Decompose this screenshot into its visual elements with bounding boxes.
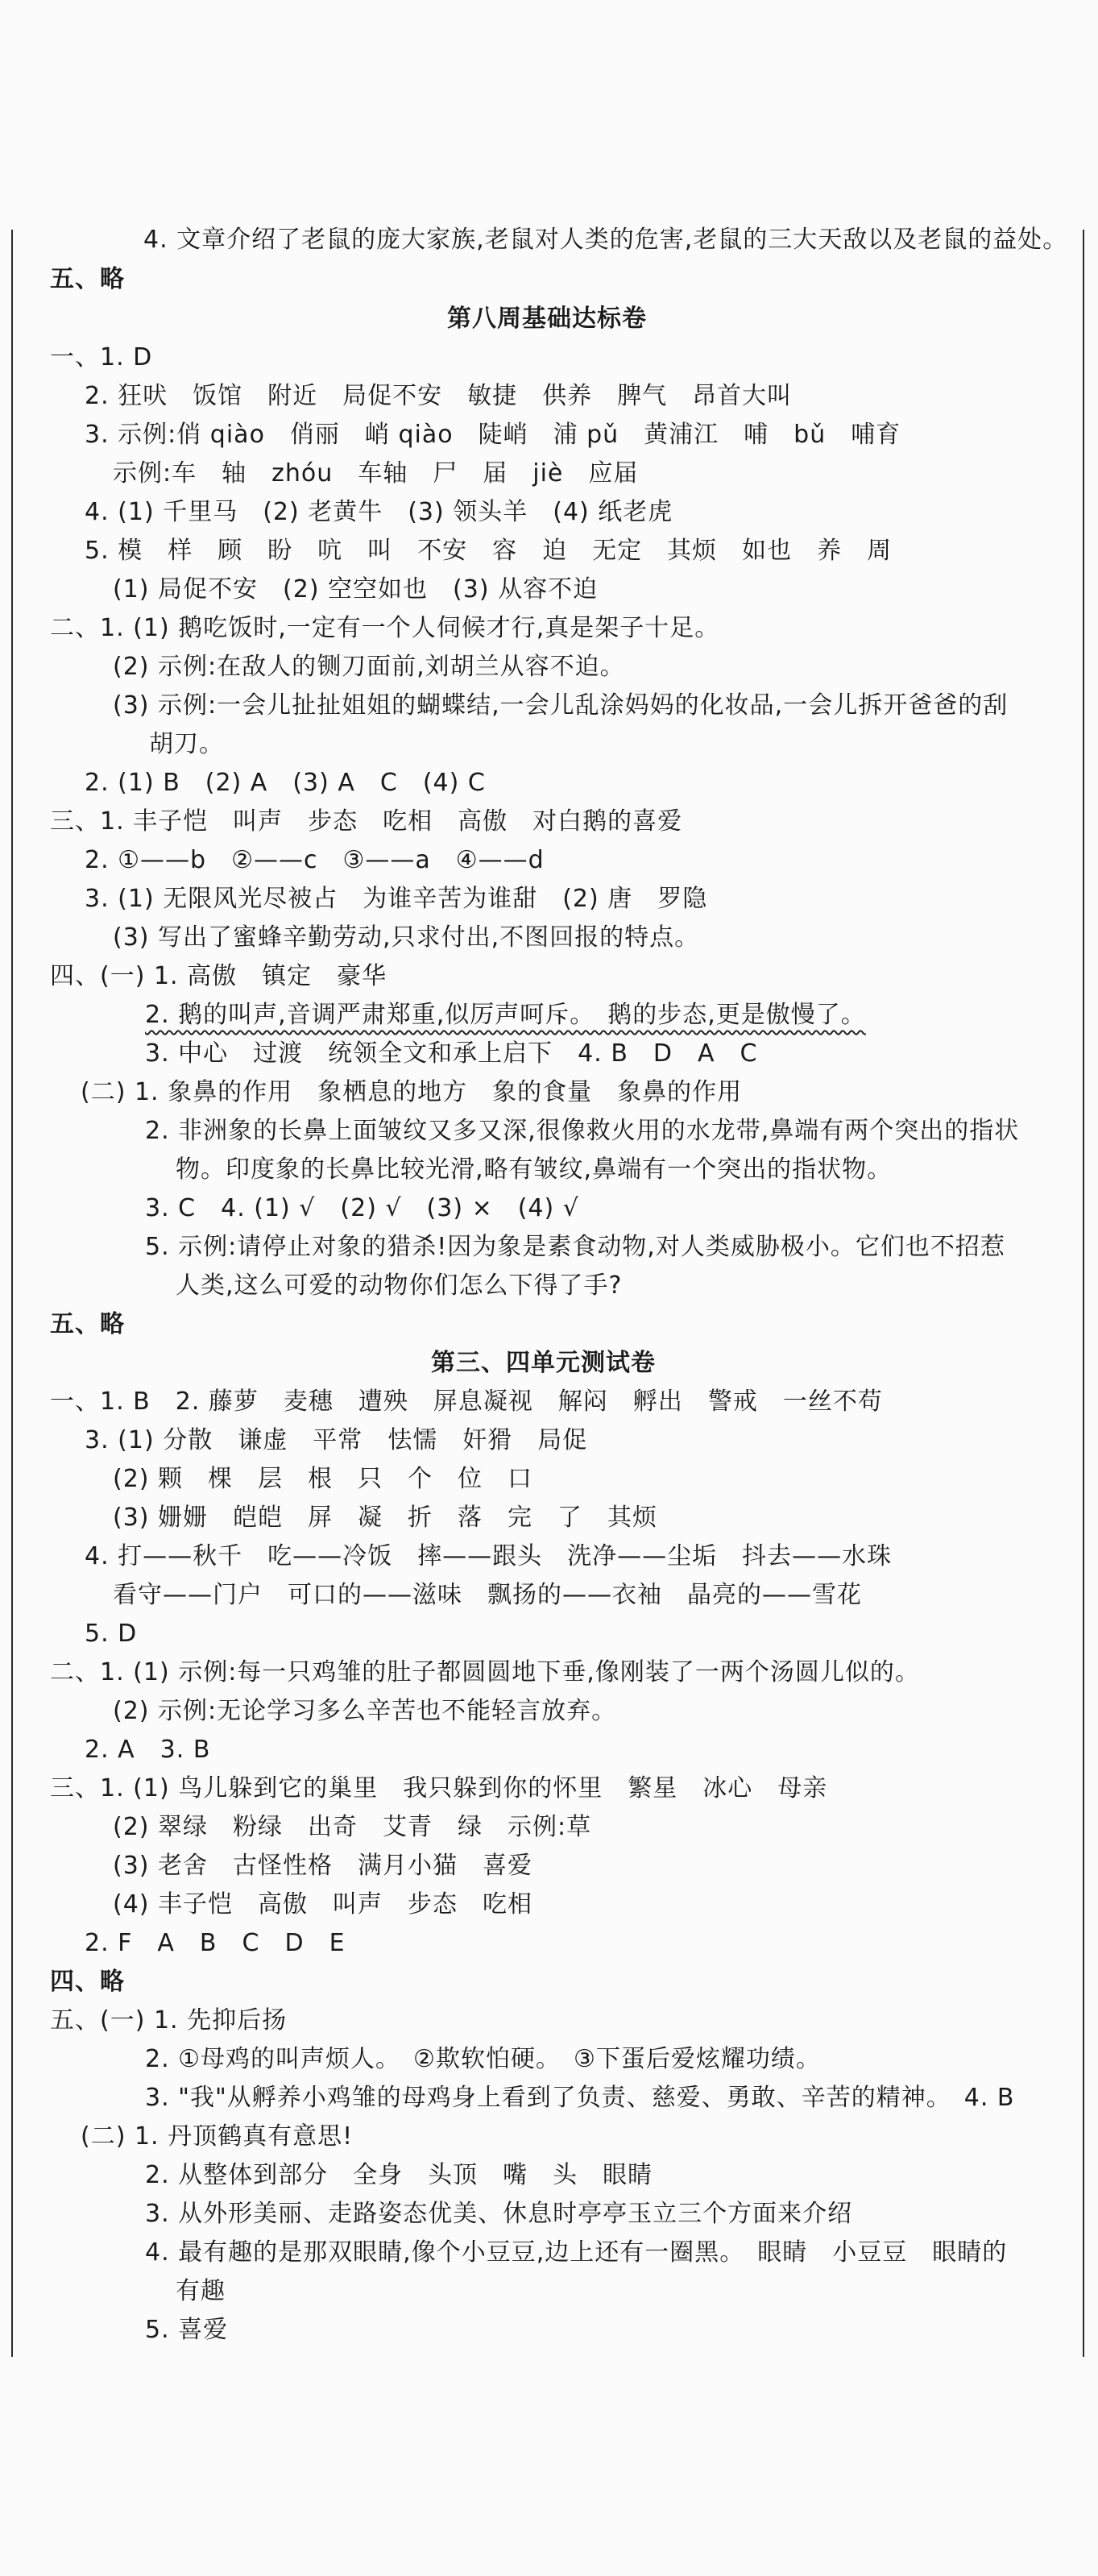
section-heading: 四、略 xyxy=(50,1968,125,1996)
answer-line: 人类,这么可爱的动物你们怎么下得了手? xyxy=(176,1271,623,1300)
answer-line: 3. C 4. (1) √ (2) √ (3) × (4) √ xyxy=(145,1194,579,1222)
right-margin-rule xyxy=(1083,230,1084,2357)
answer-line: 2. F A B C D E xyxy=(85,1929,346,1957)
answer-line: 2. 从整体到部分 全身 头顶 嘴 头 眼睛 xyxy=(145,2161,653,2189)
answer-line: 一、1. B 2. 藤萝 麦穗 遭殃 屏息凝视 解闷 孵出 警戒 一丝不苟 xyxy=(50,1388,883,1416)
answer-line: 看守——门户 可口的——滋味 飘扬的——衣袖 晶亮的——雪花 xyxy=(113,1581,862,1609)
answer-line: 3. 中心 过渡 统领全文和承上启下 4. B D A C xyxy=(145,1039,758,1068)
answer-line: 2. 非洲象的长鼻上面皱纹又多又深,很像救火用的水龙带,鼻端有两个突出的指状 xyxy=(145,1117,1020,1145)
answer-line: 2. (1) B (2) A (3) A C (4) C xyxy=(85,769,486,797)
answer-line: 二、1. (1) 示例:每一只鸡雏的肚子都圆圆地下垂,像刚装了一两个汤圆儿似的。 xyxy=(50,1658,920,1686)
section-heading: 五、略 xyxy=(50,265,125,293)
answer-line: 3. (1) 无限风光尽被占 为谁辛苦为谁甜 (2) 唐 罗隐 xyxy=(85,885,708,913)
test-title: 第八周基础达标卷 xyxy=(447,305,647,333)
answer-line: 3. "我"从孵养小鸡雏的母鸡身上看到了负责、慈爱、勇敢、辛苦的精神。 4. B xyxy=(145,2084,1015,2112)
test-title: 第三、四单元测试卷 xyxy=(431,1349,656,1377)
answer-line: (3) 老舍 古怪性格 满月小猫 喜爱 xyxy=(113,1852,533,1880)
answer-line: 5. 喜爱 xyxy=(145,2316,229,2344)
left-margin-rule xyxy=(11,230,13,2357)
answer-line: 2. 狂吠 饭馆 附近 局促不安 敏捷 供养 脾气 昂首大叫 xyxy=(85,382,793,410)
answer-line: 示例:车 轴 zhóu 车轴 尸 届 jiè 应届 xyxy=(113,459,639,487)
answer-line: (3) 姗姗 皑皑 屏 凝 折 落 完 了 其烦 xyxy=(113,1504,658,1532)
answer-line: 二、1. (1) 鹅吃饭时,一定有一个人伺候才行,真是架子十足。 xyxy=(50,614,720,642)
answer-line: 五、(一) 1. 先抑后扬 xyxy=(50,2006,288,2035)
answer-line: (2) 示例:无论学习多么辛苦也不能轻言放弃。 xyxy=(113,1697,617,1725)
answer-line: 三、1. (1) 鸟儿躲到它的巢里 我只躲到你的怀里 繁星 冰心 母亲 xyxy=(50,1774,828,1802)
answer-line: (3) 写出了蜜蜂辛勤劳动,只求付出,不图回报的特点。 xyxy=(113,923,700,952)
answer-line-underlined: 2. 鹅的叫声,音调严肃郑重,似厉声呵斥。 鹅的步态,更是傲慢了。 xyxy=(145,1001,866,1029)
answer-line: 一、1. D xyxy=(50,343,153,371)
answer-line: 3. 从外形美丽、走路姿态优美、休息时亭亭玉立三个方面来介绍 xyxy=(145,2200,853,2228)
answer-line: 2. A 3. B xyxy=(85,1736,211,1764)
answer-line: (2) 翠绿 粉绿 出奇 艾青 绿 示例:草 xyxy=(113,1813,592,1841)
answer-line: 有趣 xyxy=(176,2277,226,2305)
answer-line: (二) 1. 象鼻的作用 象栖息的地方 象的食量 象鼻的作用 xyxy=(81,1078,743,1106)
answer-line: 4. 文章介绍了老鼠的庞大家族,老鼠对人类的危害,老鼠的三大天敌以及老鼠的益处。 xyxy=(143,226,1068,254)
section-heading: 五、略 xyxy=(50,1310,125,1338)
answer-line: (3) 示例:一会儿扯扯姐姐的蝴蝶结,一会儿乱涂妈妈的化妆品,一会儿拆开爸爸的刮 xyxy=(113,691,1009,720)
answer-line: 2. ①——b ②——c ③——a ④——d xyxy=(85,846,545,874)
answer-line: (1) 局促不安 (2) 空空如也 (3) 从容不迫 xyxy=(113,575,599,604)
answer-line: 3. (1) 分散 谦虚 平常 怯懦 奸猾 局促 xyxy=(85,1426,588,1454)
answer-line: 三、1. 丰子恺 叫声 步态 吃相 高傲 对白鹅的喜爱 xyxy=(50,807,683,836)
answer-line: (2) 颗 棵 层 根 只 个 位 口 xyxy=(113,1465,533,1493)
answer-line: (2) 示例:在敌人的铡刀面前,刘胡兰从容不迫。 xyxy=(113,653,625,681)
answer-line: (二) 1. 丹顶鹤真有意思! xyxy=(81,2122,354,2151)
answer-line: 胡刀。 xyxy=(149,730,224,758)
answer-line: 物。印度象的长鼻比较光滑,略有皱纹,鼻端有一个突出的指状物。 xyxy=(176,1155,893,1184)
answer-line: 四、(一) 1. 高傲 镇定 豪华 xyxy=(50,962,387,990)
answer-line: 4. (1) 千里马 (2) 老黄牛 (3) 领头羊 (4) 纸老虎 xyxy=(85,498,673,526)
answer-line: 4. 最有趣的是那双眼睛,像个小豆豆,边上还有一圈黑。 眼睛 小豆豆 眼睛的 xyxy=(145,2238,1008,2267)
answer-line: 3. 示例:俏 qiào 俏丽 峭 qiào 陡峭 浦 pǔ 黄浦江 哺 bǔ 哺育 xyxy=(85,421,901,449)
answer-line: 4. 打——秋千 吃——冷饭 摔——跟头 洗净——尘垢 抖去——水珠 xyxy=(85,1542,893,1570)
answer-line: 2. ①母鸡的叫声烦人。 ②欺软怕硬。 ③下蛋后爱炫耀功绩。 xyxy=(145,2045,821,2073)
answer-line: 5. D xyxy=(85,1620,138,1648)
answer-line: (4) 丰子恺 高傲 叫声 步态 吃相 xyxy=(113,1890,533,1919)
answer-line: 5. 示例:请停止对象的猎杀!因为象是素食动物,对人类威胁极小。它们也不招惹 xyxy=(145,1233,1005,1261)
answer-line: 5. 模 样 顾 盼 吭 叫 不安 容 迫 无定 其烦 如也 养 周 xyxy=(85,537,893,565)
